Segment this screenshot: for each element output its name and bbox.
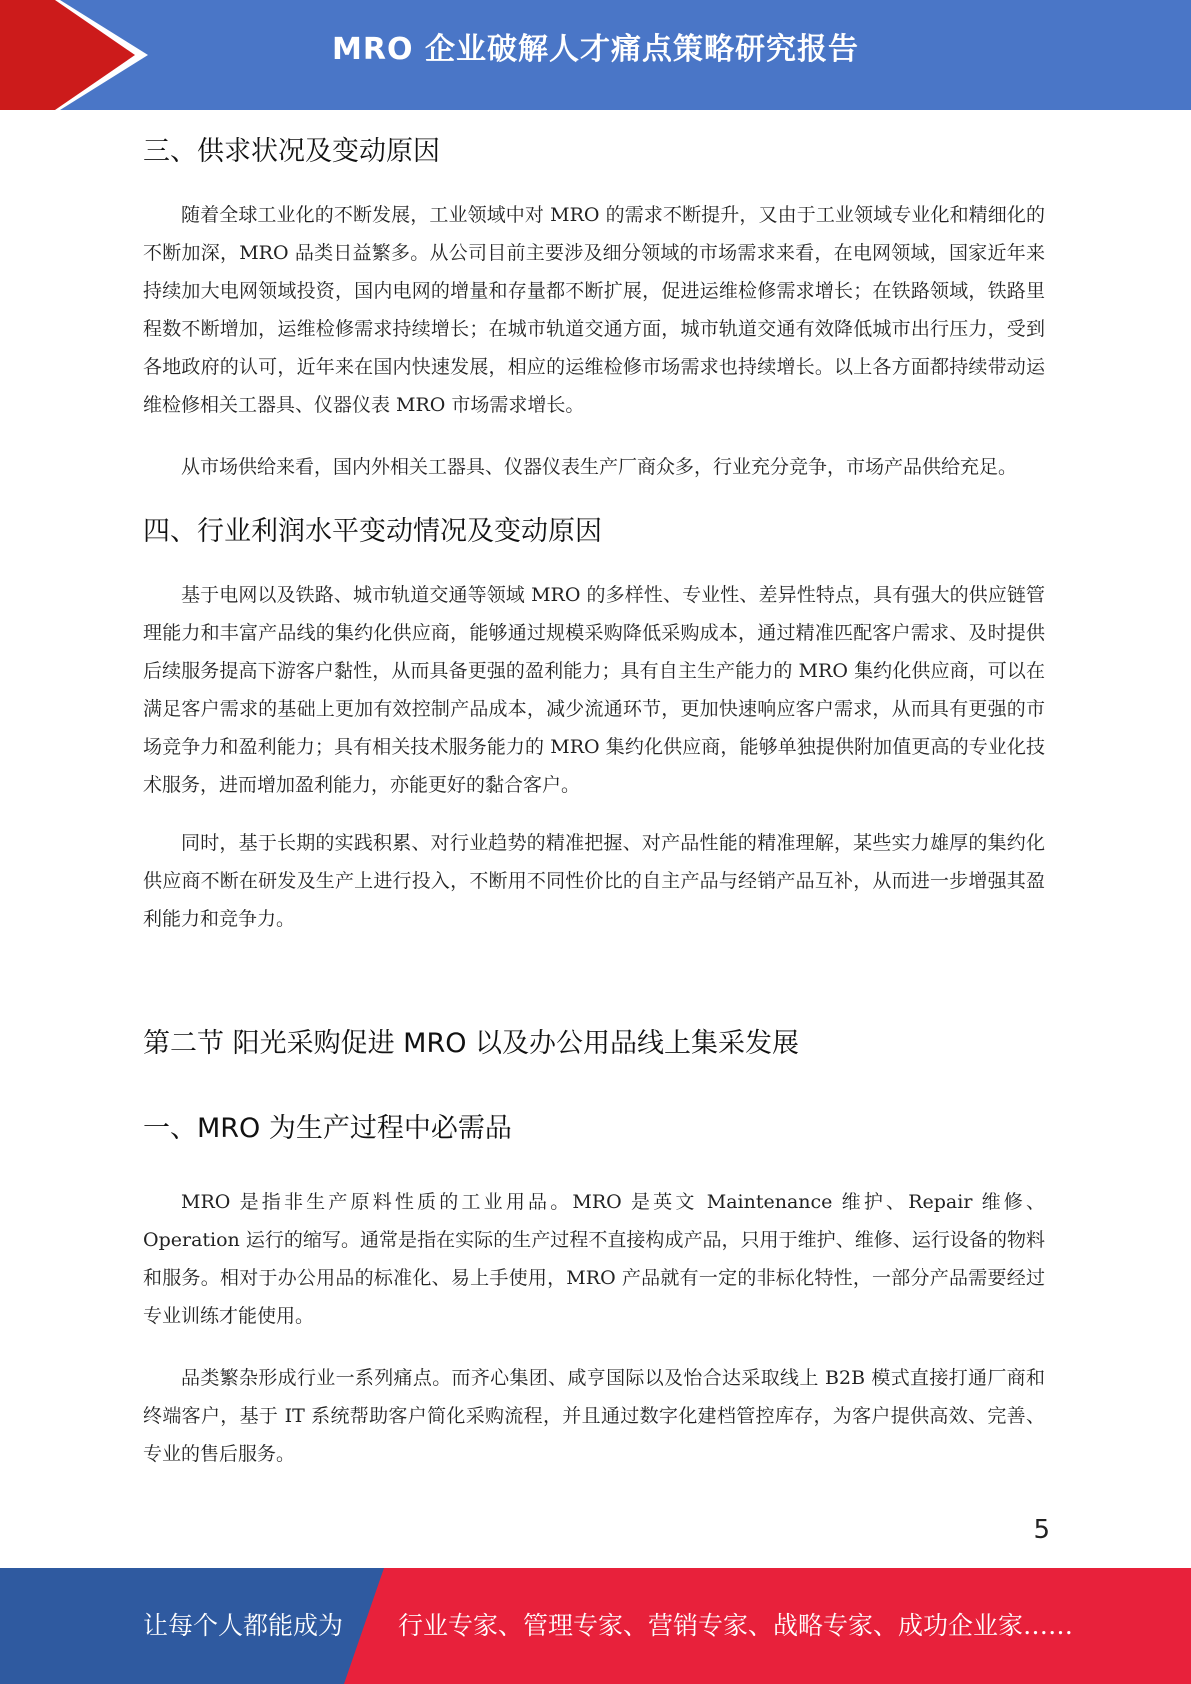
section-1-paragraph-2: 品类繁杂形成行业一系列痛点。而齐心集团、咸亨国际以及怡合达采取线上 B2B 模式直接打通厂商和终端客户，基于 IT 系统帮助客户简化采购流程，并且通过数字化建档管控库存，为客户提供高效、完善、专业的售后服务。 <box>143 1367 1045 1465</box>
footer-slogan-left: 让每个人都能成为 <box>143 1611 344 1640</box>
page-number: 5 <box>1033 1515 1050 1545</box>
page-footer <box>0 1568 1191 1684</box>
document-body <box>143 110 1045 1473</box>
section-3-heading: 三、供求状况及变动原因 <box>143 136 440 167</box>
report-title: MRO 企业破解人才痛点策略研究报告 <box>332 32 859 67</box>
page-header <box>0 0 1191 110</box>
section-4-paragraph-1: 基于电网以及铁路、城市轨道交通等领域 MRO 的多样性、专业性、差异性特点，具有强大的供应链管理能力和丰富产品线的集约化供应商，能够通过规模采购降低采购成本，通过精准匹配客户需求、及时提供后续服务提高下游客户黏性，从而具备更强的盈利能力；具有自主生产能力的 MRO 集约化供应商，可以在满足客户需求的基础上更加有效控制产品成本，减少流通环节，更加快速响应客户需求，从而具有更强的市场竞争力和盈利能力；具有相关技术服务能力的 MRO 集约化供应商，能够单独提供附加值更高的专业化技术服务，进而增加盈利能力，亦能更好的黏合客户。 <box>143 584 1045 796</box>
section-3-paragraph-1: 随着全球工业化的不断发展，工业领域中对 MRO 的需求不断提升，又由于工业领域专业化和精细化的不断加深，MRO 品类日益繁多。从公司目前主要涉及细分领域的市场需求来看，在电网领域，国家近年来持续加大电网领域投资，国内电网的增量和存量都不断扩展，促进运维检修需求增长；在铁路领域，铁路里程数不断增加，运维检修需求持续增长；在城市轨道交通方面，城市轨道交通有效降低城市出行压力，受到各地政府的认可，近年来在国内快速发展，相应的运维检修市场需求也持续增长。以上各方面都持续带动运维检修相关工器具、仪器仪表 MRO 市场需求增长。 <box>143 204 1045 416</box>
chapter-2-heading: 第二节 阳光采购促进 MRO 以及办公用品线上集采发展 <box>143 1028 800 1059</box>
footer-slogan-right: 行业专家、管理专家、营销专家、战略专家、成功企业家…… <box>398 1611 1074 1640</box>
section-3-paragraph-2: 从市场供给来看，国内外相关工器具、仪器仪表生产厂商众多，行业充分竞争，市场产品供给充足。 <box>181 456 1018 478</box>
section-1-heading: 一、MRO 为生产过程中必需品 <box>143 1113 512 1144</box>
section-4-paragraph-2: 同时，基于长期的实践积累、对行业趋势的精准把握、对产品性能的精准理解，某些实力雄厚的集约化供应商不断在研发及生产上进行投入，不断用不同性价比的自主产品与经销产品互补，从而进一步增强其盈利能力和竞争力。 <box>143 832 1045 930</box>
section-1-paragraph-1: MRO 是指非生产原料性质的工业用品。MRO 是英文 Maintenance 维护、Repair 维修、Operation 运行的缩写。通常是指在实际的生产过程不直接构成产品，只用于维护、维修、运行设备的物料和服务。相对于办公用品的标准化、易上手使用，MRO 产品就有一定的非标化特性，一部分产品需要经过专业训练才能使用。 <box>143 1191 1045 1327</box>
section-4-heading: 四、行业利润水平变动情况及变动原因 <box>143 516 602 547</box>
